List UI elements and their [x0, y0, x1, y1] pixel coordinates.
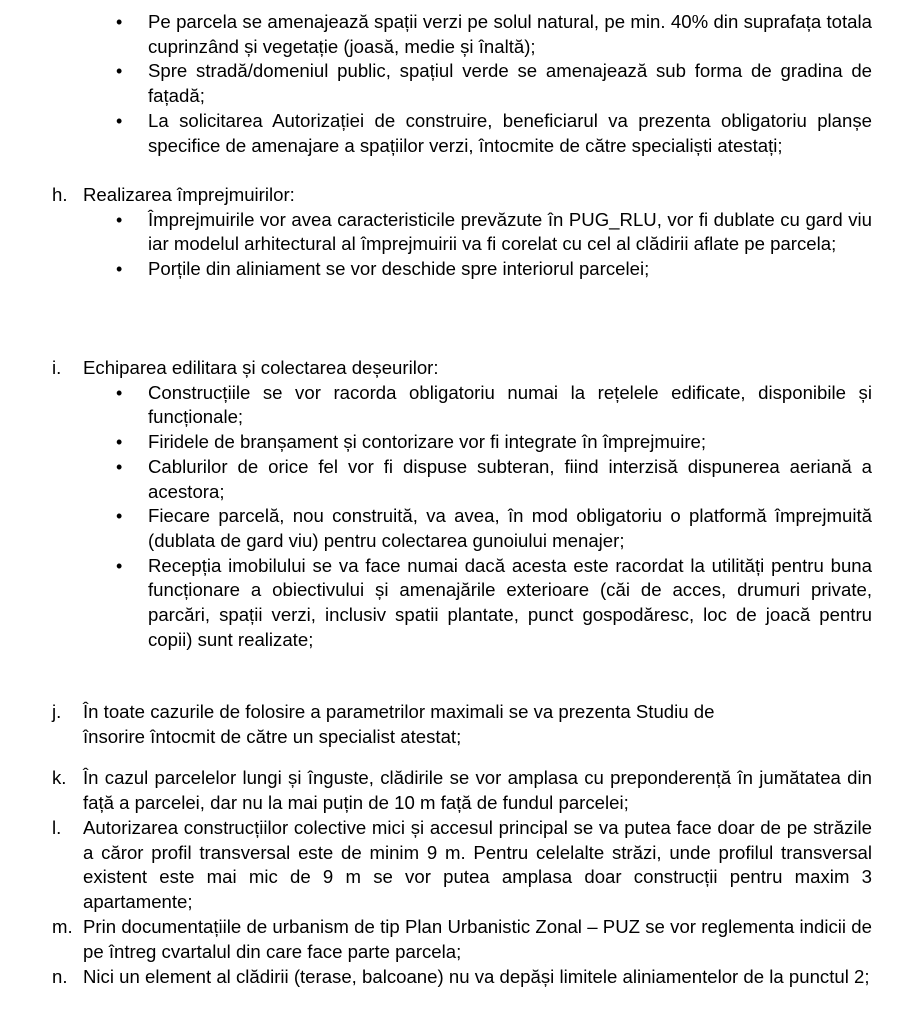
section-marker: n. — [52, 966, 68, 987]
bullet-text: Firidele de branșament și contorizare vor fi integrate în împrejmuire; — [148, 431, 707, 453]
list-item — [0, 430, 909, 455]
bullet-text: Cablurilor de orice fel vor fi dispuse subteran, fiind interzisă dispunerea aeriană a acestora; — [148, 455, 872, 502]
section-marker: i. — [52, 357, 62, 378]
bullet-icon: • — [116, 110, 123, 131]
bullet-icon: • — [116, 61, 123, 82]
section-marker: m. — [52, 916, 73, 937]
bullet-icon: • — [116, 382, 123, 403]
section-text: Nici un element al clădirii (terase, balcoane) nu va depăși limitele aliniamentelor de la punctul 2; — [83, 966, 870, 987]
bullet-text: La solicitarea Autorizației de construire, beneficiarul va prezenta obligatoriu planșe specifice de amenajare a spațiilor verzi, întocmite de către specialiști atestați; — [148, 109, 872, 156]
bullet-text: Recepția imobilului se va face numai dacă acesta este racordat la utilități pentru buna funcționare a obiectivului și amenajările exterioare (căi de acces, drumuri private, parcări, spații verzi, inclusiv spatii plantate, punct gospodăresc, loc de joacă pentru copii) sunt realizate; — [148, 554, 872, 650]
section-n — [0, 965, 909, 990]
list-item — [0, 381, 909, 430]
section-title: Realizarea împrejmuirilor: — [83, 184, 295, 205]
section-marker: k. — [52, 767, 67, 788]
section-h — [0, 183, 909, 282]
section-text: În cazul parcelelor lungi și înguste, clădirile se vor amplasa cu preponderență în jumătatea din față a parcelei, dar nu la mai puțin de 10 m față de fundul parcelei; — [83, 767, 872, 813]
section-l — [0, 816, 909, 915]
section-k — [0, 766, 909, 815]
bullet-icon: • — [116, 259, 123, 280]
list-item — [0, 257, 909, 282]
bullet-text: Spre stradă/domeniul public, spațiul verde se amenajează sub forma de gradina de fațadă; — [148, 60, 872, 107]
bullet-icon: • — [116, 209, 123, 230]
bullet-text: Împrejmuirile vor avea caracteristicile prevăzute în PUG_RLU, vor fi dublate cu gard viu iar modelul arhitectural al împrejmuirii va fi corelat cu cel al clădirii aflate pe parcela; — [148, 208, 872, 255]
section-text: Autorizarea construcțiilor colective mici și accesul principal se va putea face doar de pe străzile a căror profil transversal este de minim 9 m. Pentru celelalte străzi, unde profilul transversal existent este mai mic de 9 m se vor putea amplasa doar construcții pentru maxim 3 apartamente; — [83, 817, 872, 913]
list-item — [0, 10, 909, 59]
list-item — [0, 504, 909, 553]
bullet-text: Porțile din aliniament se vor deschide spre interiorul parcelei; — [148, 258, 650, 280]
list-item — [0, 455, 909, 504]
bullet-icon: • — [116, 555, 123, 576]
bullet-text: Pe parcela se amenajează spații verzi pe solul natural, pe min. 40% din suprafața totala cuprinzând și vegetație (joasă, medie și înaltă); — [148, 11, 872, 57]
section-text-line: În toate cazurile de folosire a parametrilor maximali se va prezenta Studiu de — [83, 701, 715, 722]
bullet-text: Construcțiile se vor racorda obligatoriu numai la rețelele edificate, disponibile și funcționale; — [148, 381, 872, 428]
list-item — [0, 208, 909, 257]
section-marker: l. — [52, 817, 62, 838]
list-item — [0, 59, 909, 108]
bullet-icon: • — [116, 506, 123, 527]
green-space-bullets — [0, 10, 909, 158]
section-j — [0, 700, 909, 749]
section-m — [0, 915, 909, 964]
bullet-icon: • — [116, 432, 123, 453]
bullet-icon: • — [116, 12, 123, 32]
list-item — [0, 109, 909, 158]
bullet-text: Fiecare parcelă, nou construită, va avea, în mod obligatoriu o platformă împrejmuită (dublata de gard viu) pentru colectarea gunoiului menajer; — [148, 505, 872, 551]
section-marker: h. — [52, 184, 68, 205]
section-i — [0, 356, 909, 652]
list-item — [0, 554, 909, 653]
bullet-icon: • — [116, 456, 123, 477]
section-marker: j. — [52, 701, 62, 722]
section-title: Echiparea edilitara și colectarea deșeurilor: — [83, 357, 439, 378]
section-text-line: însorire întocmit de către un specialist atestat; — [83, 725, 462, 747]
section-text: Prin documentațiile de urbanism de tip Plan Urbanistic Zonal – PUZ se vor reglementa indicii de pe întreg cvartalul din care face parte parcela; — [83, 916, 872, 962]
